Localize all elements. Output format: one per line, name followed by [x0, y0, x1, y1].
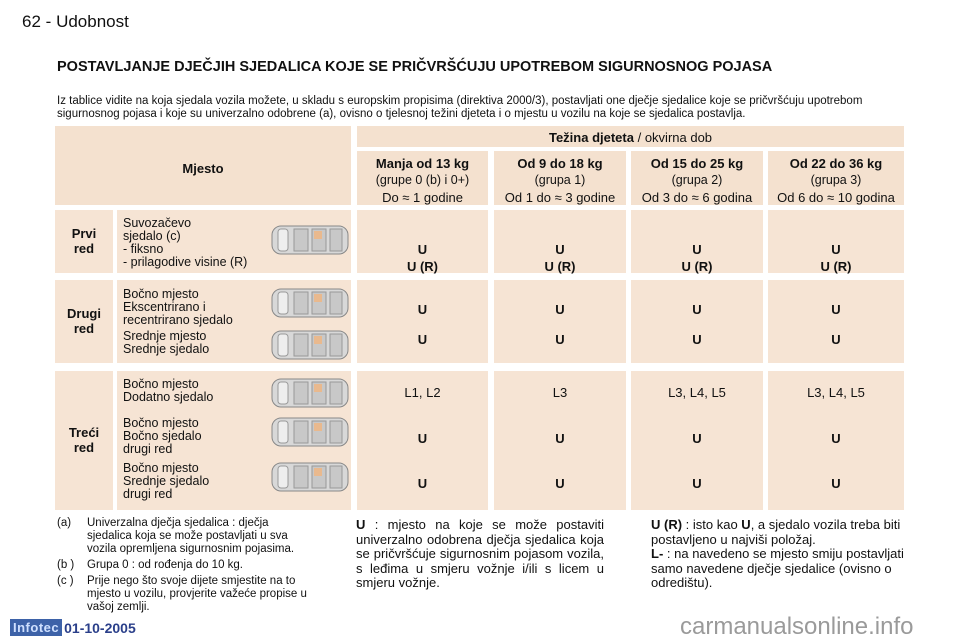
seat-description: Bočno mjesto Srednje sjedalo drugi red: [123, 461, 210, 501]
legend-u-key: U: [356, 517, 366, 532]
footer-date: 01-10-2005: [64, 619, 136, 636]
column-title: Manja od 13 kg: [375, 156, 470, 171]
legend-ur: [651, 518, 906, 591]
car-seat-diagram-icon: [270, 328, 350, 362]
seat-description: Suvozačevo sjedalo (c) - fiksno - prilagodive visine (R): [123, 216, 248, 269]
column-age: Od 6 do ≈ 10 godina: [777, 190, 895, 205]
row-label-cell: [55, 280, 113, 363]
column-header: [357, 151, 488, 205]
seat-value: U: [555, 302, 565, 317]
seat-value: U: [692, 431, 702, 446]
legend-l-text: : na navedeno se mjesto smiju postavljati samo navedene dječje sjedalice (ovisno o odredištu).: [651, 546, 904, 590]
note: [57, 559, 312, 572]
section-title: Udobnost: [56, 12, 129, 31]
seat-description: Bočno mjesto Ekscentrirano i recentrirano sjedalo: [123, 287, 233, 327]
legend-ur-text: : isto kao: [682, 517, 742, 532]
seat-value: L3: [552, 385, 568, 400]
car-seat-diagram-icon: [270, 223, 350, 257]
separator: -: [45, 12, 52, 31]
note-text: Grupa 0 : od rođenja do 10 kg.: [87, 559, 243, 571]
value-cell: [357, 280, 488, 363]
footer: [10, 619, 136, 636]
row-label: Drugi red: [67, 305, 101, 336]
column-group: (grupa 1): [534, 173, 586, 187]
seat-value: U: [831, 332, 841, 347]
column-age: Od 3 do ≈ 6 godina: [641, 190, 753, 205]
weight-header-bold: Težina djeteta: [548, 130, 634, 145]
column-age: Do ≈ 1 godine: [382, 190, 463, 205]
seat-value: U: [417, 332, 428, 347]
page-title: POSTAVLJANJE DJEČJIH SJEDALICA KOJE SE PRIČVRŠĆUJU UPOTREBOM SIGURNOSNOG POJASA: [57, 59, 773, 75]
seat-value: U U (R): [820, 242, 852, 274]
value-cell: [768, 280, 904, 363]
note-text: Prije nego što svoje dijete smjestite na to mjesto u vozilu, provjerite važeće propise u vašoj zemlji.: [87, 575, 307, 613]
seat-value: U: [417, 476, 428, 491]
column-group: (grupe 0 (b) i 0+): [375, 173, 470, 187]
column-title: Od 22 do 36 kg: [789, 156, 883, 171]
seat-description: Srednje mjesto Srednje sjedalo: [123, 329, 210, 356]
column-header: [768, 151, 904, 205]
column-age: Od 1 do ≈ 3 godine: [504, 190, 616, 205]
legend-ur-text: , a sjedalo vozila treba biti postavljeno u najviši položaj.: [651, 517, 901, 547]
row-label-cell: [55, 371, 113, 510]
weight-header-rest: / okvirna dob: [633, 130, 713, 145]
column-group: (grupa 2): [671, 173, 723, 187]
note-key: (a): [57, 517, 72, 529]
note: [57, 575, 312, 614]
car-seat-diagram-icon: [270, 460, 350, 494]
seat-value: U: [555, 332, 565, 347]
column-header: [494, 151, 626, 205]
column-title: Od 9 do 18 kg: [517, 156, 603, 171]
seat-value: U: [692, 332, 702, 347]
note-text: Univerzalna dječja sjedalica : dječja sjedalica koja se može postavljati u sva vozila opremljena sigurnosnim pojasima.: [87, 517, 295, 555]
watermark: carmanualsonline.info: [680, 613, 914, 640]
seat-value: U: [831, 431, 841, 446]
legend-u-text: : mjesto na koje se može postaviti univerzalno odobrena dječja sjedalica koja se pričvršćuje sigurnosnim pojasom vozila, s leđima u smjeru vožnje i/ili s licem u smjeru vožnje.: [356, 517, 604, 590]
column-header: [631, 151, 763, 205]
seat-value: U: [692, 302, 702, 317]
legend-ur-key: U (R): [651, 517, 683, 532]
row-label: Treći red: [68, 424, 100, 455]
note-key: (b ): [57, 559, 75, 571]
car-seat-diagram-icon: [270, 415, 350, 449]
place-header-cell: [55, 126, 351, 205]
seat-value: U: [555, 431, 565, 446]
column-group: (grupa 3): [810, 173, 862, 187]
seat-value: L3, L4, L5: [668, 385, 726, 400]
seat-value: U: [692, 476, 702, 491]
page-number: 62: [22, 12, 41, 31]
row-label-cell: [55, 210, 113, 273]
page-header: [22, 12, 129, 32]
intro-text: Iz tablice vidite na koja sjedala vozila možete, u skladu s europskim propisima (direktiva 2000/3), postavljati one dječje sjedalice koje se pričvršćuju upotrebom sigurnosnog pojasa i koje su univerzalno odobrene (a), ovisno o tjelesnoj težini djeteta i o mjestu u vozilu na koje se sjedalica postavlja.: [57, 95, 863, 120]
seat-value: U: [417, 431, 428, 446]
legend-ur-u: U: [741, 517, 751, 532]
legend-l-key: L-: [651, 546, 664, 561]
seat-description: Bočno mjesto Dodatno sjedalo: [123, 377, 214, 404]
seat-value: L1, L2: [404, 385, 441, 400]
value-cell: [494, 280, 626, 363]
note: [57, 517, 312, 556]
row-label: Prvi red: [71, 225, 97, 256]
seat-value: U U (R): [406, 242, 439, 274]
infotec-logo: Infotec: [10, 619, 62, 636]
seat-value: U: [555, 476, 565, 491]
seat-value: L3, L4, L5: [807, 385, 865, 400]
note-key: (c ): [57, 575, 74, 587]
seat-value: U U (R): [681, 242, 713, 274]
weight-header: [357, 126, 904, 147]
seat-value: U U (R): [544, 242, 576, 274]
seat-value: U: [831, 302, 841, 317]
seat-description: Bočno mjesto Bočno sjedalo drugi red: [123, 416, 202, 456]
value-cell: [631, 280, 763, 363]
seat-value: U: [831, 476, 841, 491]
column-title: Od 15 do 25 kg: [650, 156, 744, 171]
seat-value: U: [417, 302, 428, 317]
notes: [57, 517, 312, 614]
legend-u: [356, 518, 604, 591]
car-seat-diagram-icon: [270, 286, 350, 320]
car-seat-diagram-icon: [270, 376, 350, 410]
place-header: Mjesto: [182, 161, 224, 176]
